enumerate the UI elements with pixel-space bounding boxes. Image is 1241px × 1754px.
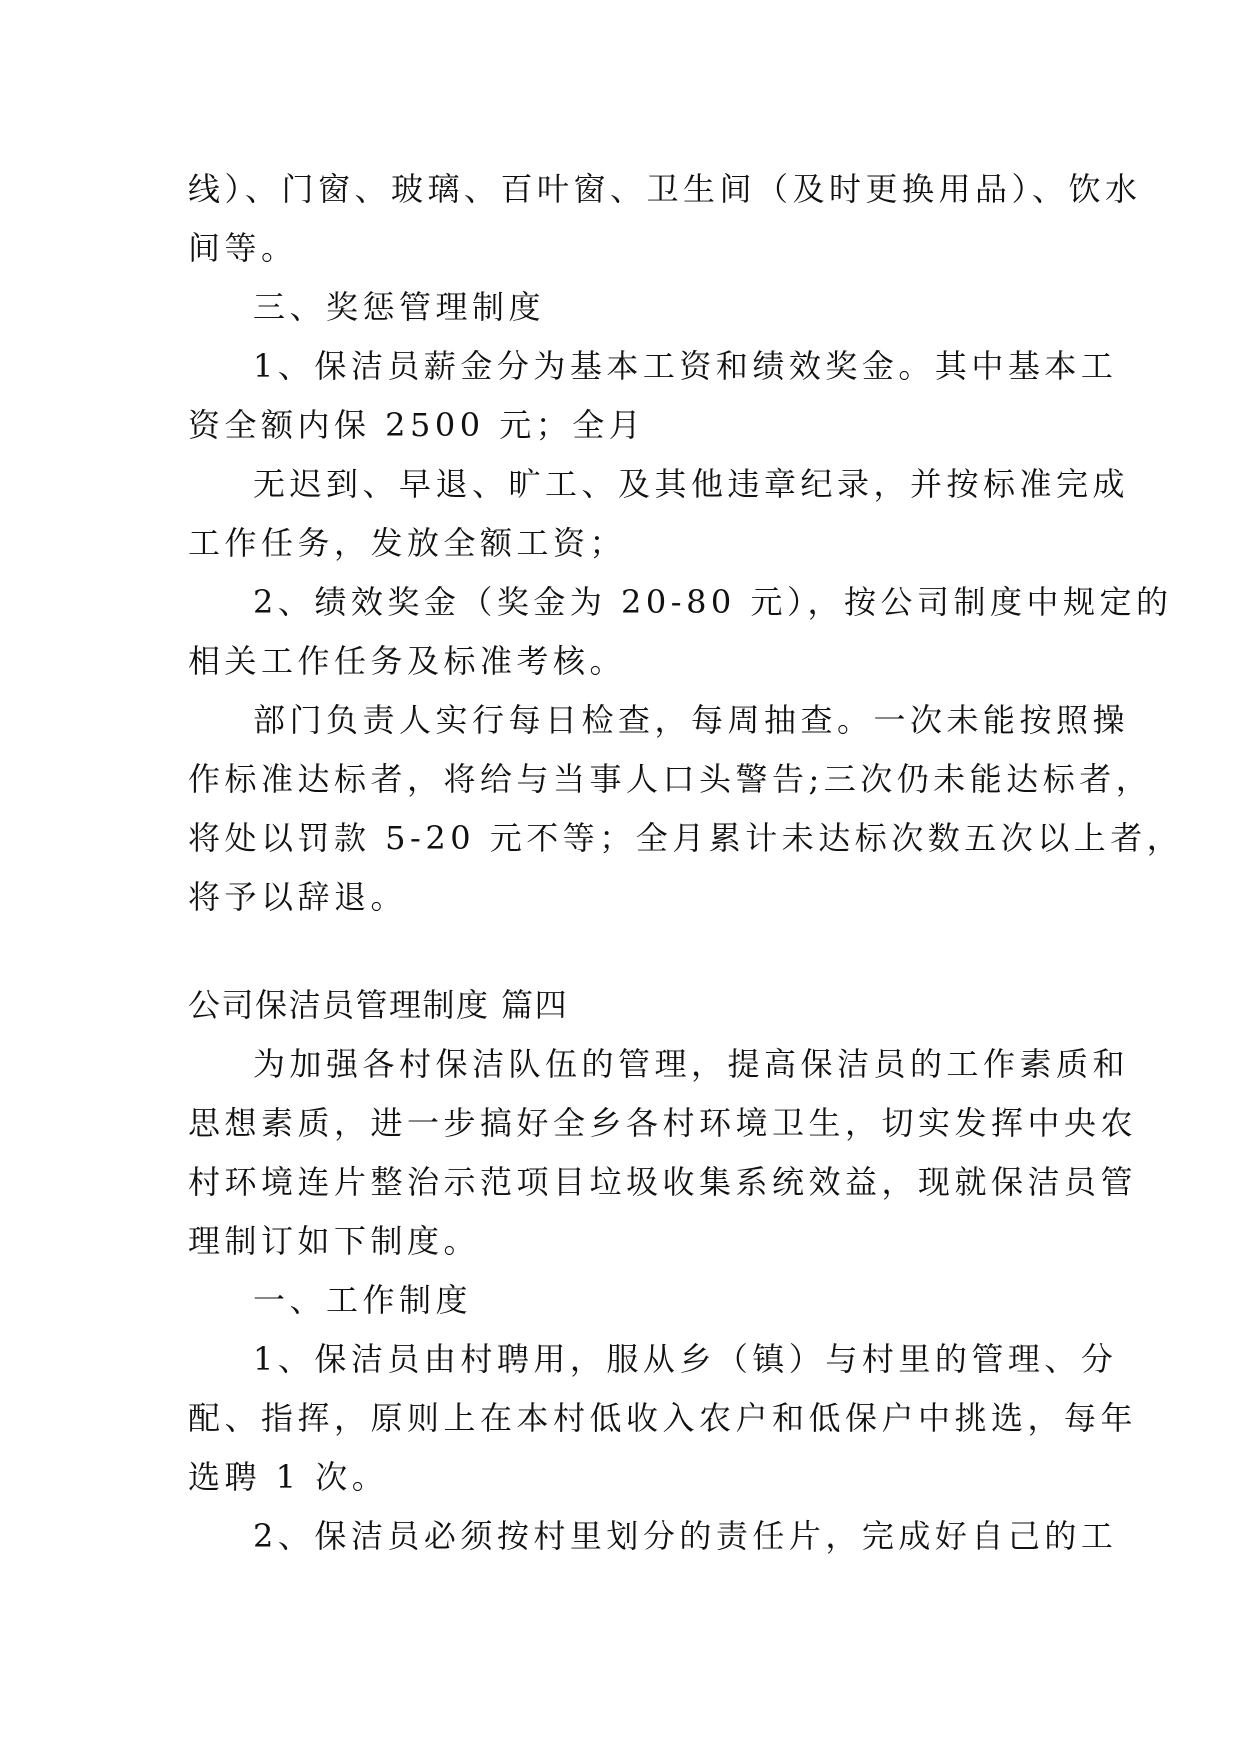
work-heading: 一、工作制度 [253, 1281, 473, 1319]
text-line: 相关工作任务及标准考核。 [188, 642, 627, 680]
text-line: 将予以辞退。 [188, 878, 408, 916]
text-line: 部门负责人实行每日检查，每周抽查。一次未能按照操 [253, 701, 1130, 739]
text-line: 无迟到、早退、旷工、及其他违章纪录，并按标准完成 [253, 465, 1130, 503]
text-line: 线）、门窗、玻璃、百叶窗、卫生间（及时更换用品）、饮水 [188, 170, 1142, 208]
text-line: 2、绩效奖金（奖金为 20-80 元），按公司制度中规定的 [253, 583, 1173, 621]
paragraph-work-item-2 [188, 1507, 1118, 1566]
paragraph-section-three-tail [188, 160, 1142, 278]
paragraph-work-item-1 [188, 1330, 1138, 1507]
paragraph-inspection [188, 691, 1184, 927]
text-line: 选聘 1 次。 [188, 1458, 389, 1496]
text-line: 工作任务，发放全额工资； [188, 524, 627, 562]
text-line: 将处以罚款 5-20 元不等；全月累计未达标次数五次以上者， [188, 819, 1184, 857]
paragraph-item-2 [188, 573, 1173, 691]
text-line: 间等。 [188, 229, 298, 267]
text-line: 村环境连片整治示范项目垃圾收集系统效益，现就保洁员管 [188, 1163, 1138, 1201]
section-gap [188, 927, 1058, 976]
text-line: 资全额内保 2500 元；全月 [188, 406, 646, 444]
text-line: 为加强各村保洁队伍的管理，提高保洁员的工作素质和 [253, 1045, 1130, 1083]
text-line: 理制订如下制度。 [188, 1222, 481, 1260]
article-title: 公司保洁员管理制度 篇四 [188, 986, 569, 1024]
text-line: 1、保洁员薪金分为基本工资和绩效奖金。其中基本工 [253, 347, 1118, 385]
text-line: 配、指挥，原则上在本村低收入农户和低保户中挑选，每年 [188, 1399, 1138, 1437]
paragraph-item-1 [188, 337, 1118, 455]
paragraph-intro [188, 1035, 1138, 1271]
text-line: 2、保洁员必须按村里划分的责任片，完成好自己的工 [253, 1517, 1118, 1555]
text-line: 作标准达标者，将给与当事人口头警告;三次仍未能达标者， [188, 760, 1153, 798]
document-body [188, 160, 1184, 1566]
text-line: 1、保洁员由村聘用，服从乡（镇）与村里的管理、分 [253, 1340, 1118, 1378]
paragraph-item-1-continued [188, 455, 1130, 573]
rewards-heading: 三、奖惩管理制度 [253, 288, 546, 326]
text-line: 思想素质，进一步搞好全乡各村环境卫生，切实发挥中央农 [188, 1104, 1138, 1142]
